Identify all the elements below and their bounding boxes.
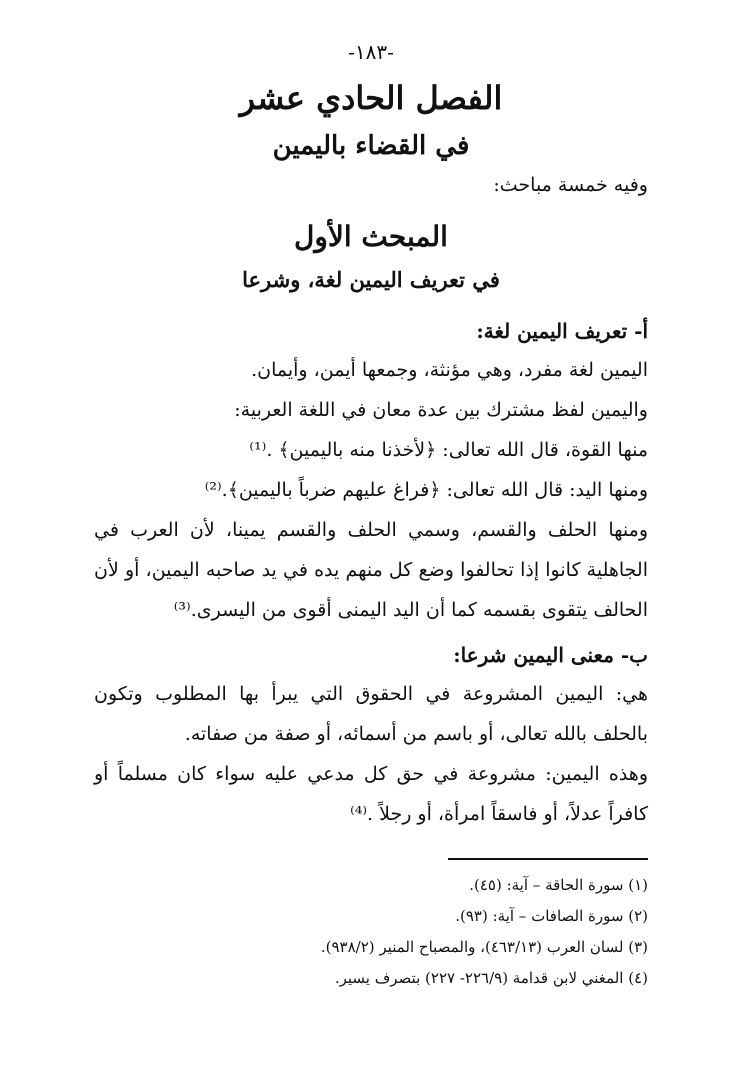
chapter-subtitle: في القضاء باليمين: [272, 131, 470, 161]
part-b-heading: ب- معنى اليمين شرعا:: [453, 643, 648, 667]
part-a-paragraph-5: ومنها الحلف والقسم، وسمي الحلف والقسم يمينا، لأن العرب في الجاهلية كانوا إذا تحالفوا وضع كل منهم يده في يد صاحبه اليمين، أو لأن الحالف يتقوى بقسمه كما أن اليد اليمنى أقوى من اليسرى.⁽³⁾: [94, 519, 648, 621]
part-b-paragraph-2: وهذه اليمين: مشروعة في حق كل مدعي عليه سواء كان مسلماً أو كافراً عدلاً، أو فاسقاً امرأة، أو رجلاً .⁽⁴⁾: [94, 763, 648, 825]
part-a-paragraph-2: واليمين لفظ مشترك بين عدة معان في اللغة العربية:: [234, 399, 648, 421]
footnote-3: (٣) لسان العرب (٤٦٣/١٣)، والمصباح المنير (٩٣٨/٢).: [320, 938, 648, 956]
part-a-paragraph-1: اليمين لغة مفرد، وهي مؤنثة، وجمعها أيمن، وأيمان.: [251, 359, 648, 381]
section-subtitle: في تعريف اليمين لغة، وشرعا: [242, 267, 500, 292]
footnote-divider: [448, 858, 648, 860]
chapter-title: الفصل الحادي عشر: [239, 79, 503, 117]
part-a-paragraph-4: ومنها اليد: قال الله تعالى: ﴿فراغ عليهم ضرباً باليمين﴾.⁽²⁾: [204, 479, 648, 501]
part-a-heading: أ- تعريف اليمين لغة:: [476, 319, 648, 343]
section-title: المبحث الأول: [294, 220, 448, 253]
intro-line: وفيه خمسة مباحث:: [493, 174, 648, 196]
footnote-2: (٢) سورة الصافات – آية: (٩٣).: [455, 907, 648, 925]
page-number: -١٨٣-: [348, 40, 394, 64]
part-b-paragraph-1: هي: اليمين المشروعة في الحقوق التي يبرأ بها المطلوب وتكون بالحلف بالله تعالى، أو باسم من أسمائه، أو صفة من صفاته.: [94, 683, 648, 745]
part-a-paragraph-3: منها القوة، قال الله تعالى: ﴿لأخذنا منه باليمين﴾ .⁽¹⁾: [249, 439, 648, 461]
footnote-1: (١) سورة الحاقة – آية: (٤٥).: [469, 876, 648, 894]
footnote-4: (٤) المغني لابن قدامة (٢٢٦/٩- ٢٢٧) بتصرف يسير.: [334, 969, 648, 987]
